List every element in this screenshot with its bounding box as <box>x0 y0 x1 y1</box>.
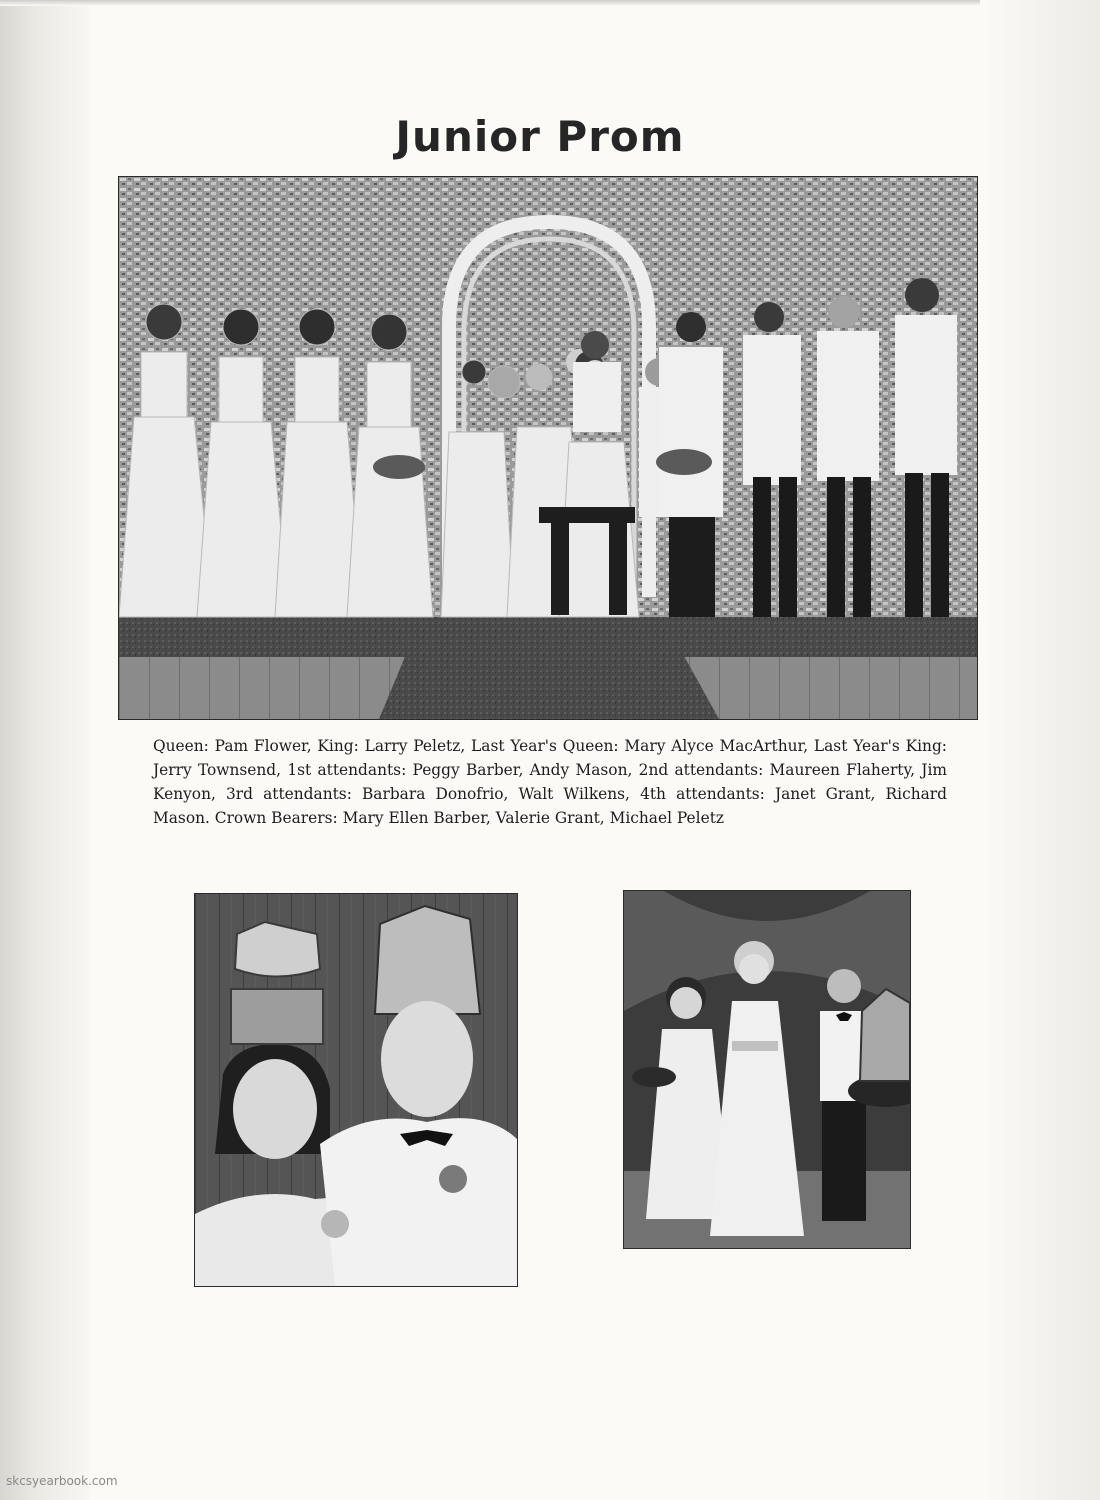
page-right-edge <box>980 0 1100 1500</box>
watermark: skcsyearbook.com <box>6 1474 118 1488</box>
court-group-photo <box>118 176 978 720</box>
crown-bearers-photo <box>623 890 911 1249</box>
page-top-edge <box>0 0 1100 6</box>
photo-caption: Queen: Pam Flower, King: Larry Peletz, Last Year's Queen: Mary Alyce MacArthur, Last Year's King: Jerry Townsend, 1st attendants: Peggy Barber, Andy Mason, 2nd attendants: Maureen Flaherty, Jim Kenyon, 3rd attendants: Barbara Donofrio, Walt Wilkens, 4th attendants: Janet Grant, Richard Mason. Crown Bearers: Mary Ellen Barber, Valerie Grant, Michael Peletz <box>153 737 947 827</box>
page-title: Junior Prom <box>395 112 685 161</box>
page-spine-shadow <box>0 0 90 1500</box>
royalty-photo <box>194 893 518 1287</box>
